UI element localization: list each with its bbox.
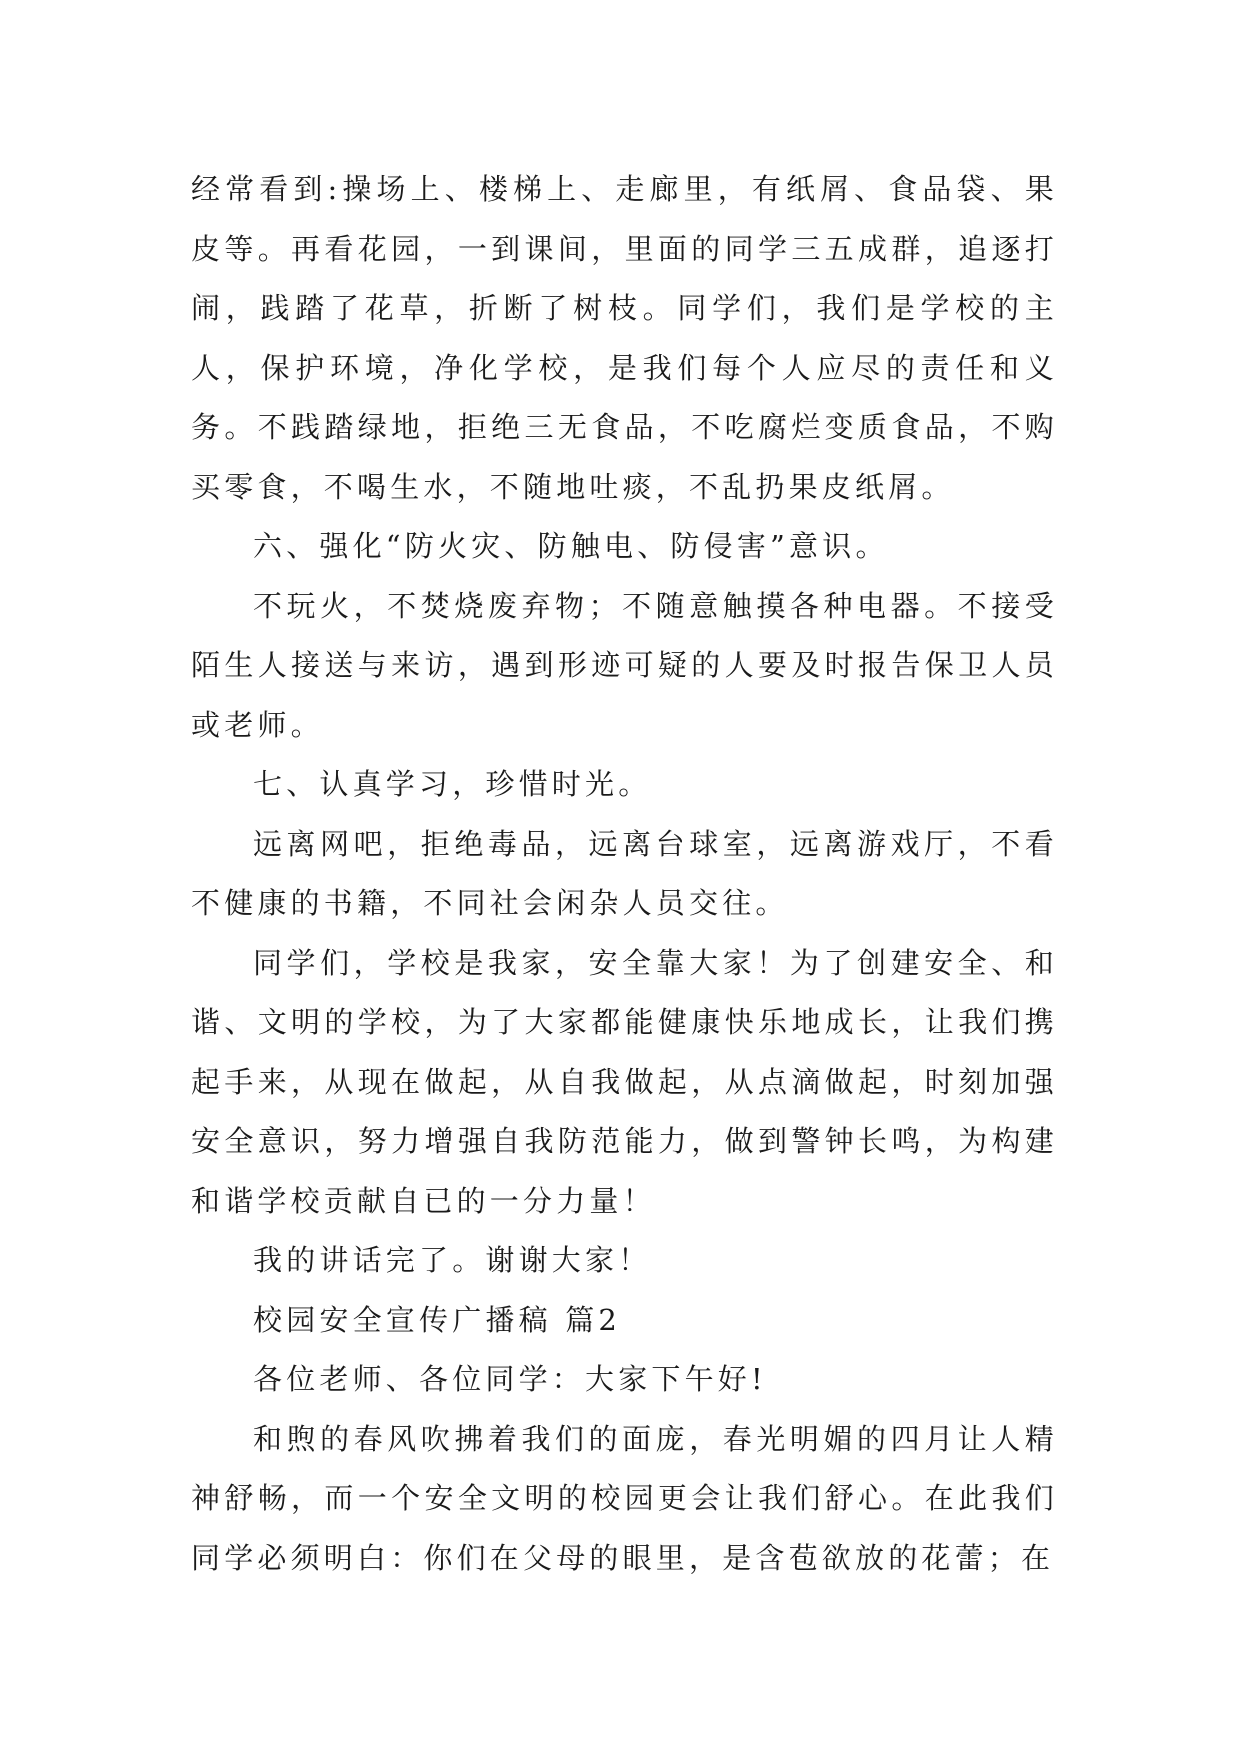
paragraph-spring: 和煦的春风吹拂着我们的面庞，春光明媚的四月让人精神舒畅，而一个安全文明的校园更会让我们舒心。在此我们同学必须明白：你们在父母的眼里，是含苞欲放的花蕾；在 [191, 1421, 1058, 1575]
paragraph-closing-appeal: 同学们，学校是我家，安全靠大家！为了创建安全、和谐、文明的学校，为了大家都能健康快乐地成长，让我们携起手来，从现在做起，从自我做起，从点滴做起，时刻加强安全意识，努力增强自我防范能力，做到警钟长鸣，为构建和谐学校贡献自已的一分力量！ [191, 945, 1058, 1218]
greeting: 各位老师、各位同学：大家下午好! [253, 1362, 767, 1396]
paragraph-fire-safety: 不玩火，不焚烧废弃物；不随意触摸各种电器。不接受陌生人接送与来访，遇到形迹可疑的人要及时报告保卫人员或老师。 [191, 588, 1058, 742]
section-title: 校园安全宣传广播稿 篇2 [253, 1302, 622, 1337]
paragraph-study: 远离网吧，拒绝毒品，远离台球室，远离游戏厅，不看不健康的书籍，不同社会闲杂人员交往。 [191, 826, 1058, 920]
heading-study: 七、认真学习，珍惜时光。 [253, 767, 652, 801]
heading-fire-safety: 六、强化“防火灾、防触电、防侵害”意识。 [253, 529, 889, 563]
paragraph-environment: 经常看到:操场上、楼梯上、走廊里，有纸屑、食品袋、果皮等。再看花园，一到课间，里面的同学三五成群，追逐打闹，践踏了花草，折断了树枝。同学们，我们是学校的主人，保护环境，净化学校，是我们每个人应尽的责任和义务。不践踏绿地，拒绝三无食品，不吃腐烂变质食品，不购买零食，不喝生水，不随地吐痰，不乱扔果皮纸屑。 [191, 172, 1058, 504]
paragraph-thanks: 我的讲话完了。谢谢大家！ [253, 1243, 652, 1277]
document-body [191, 160, 1058, 1588]
